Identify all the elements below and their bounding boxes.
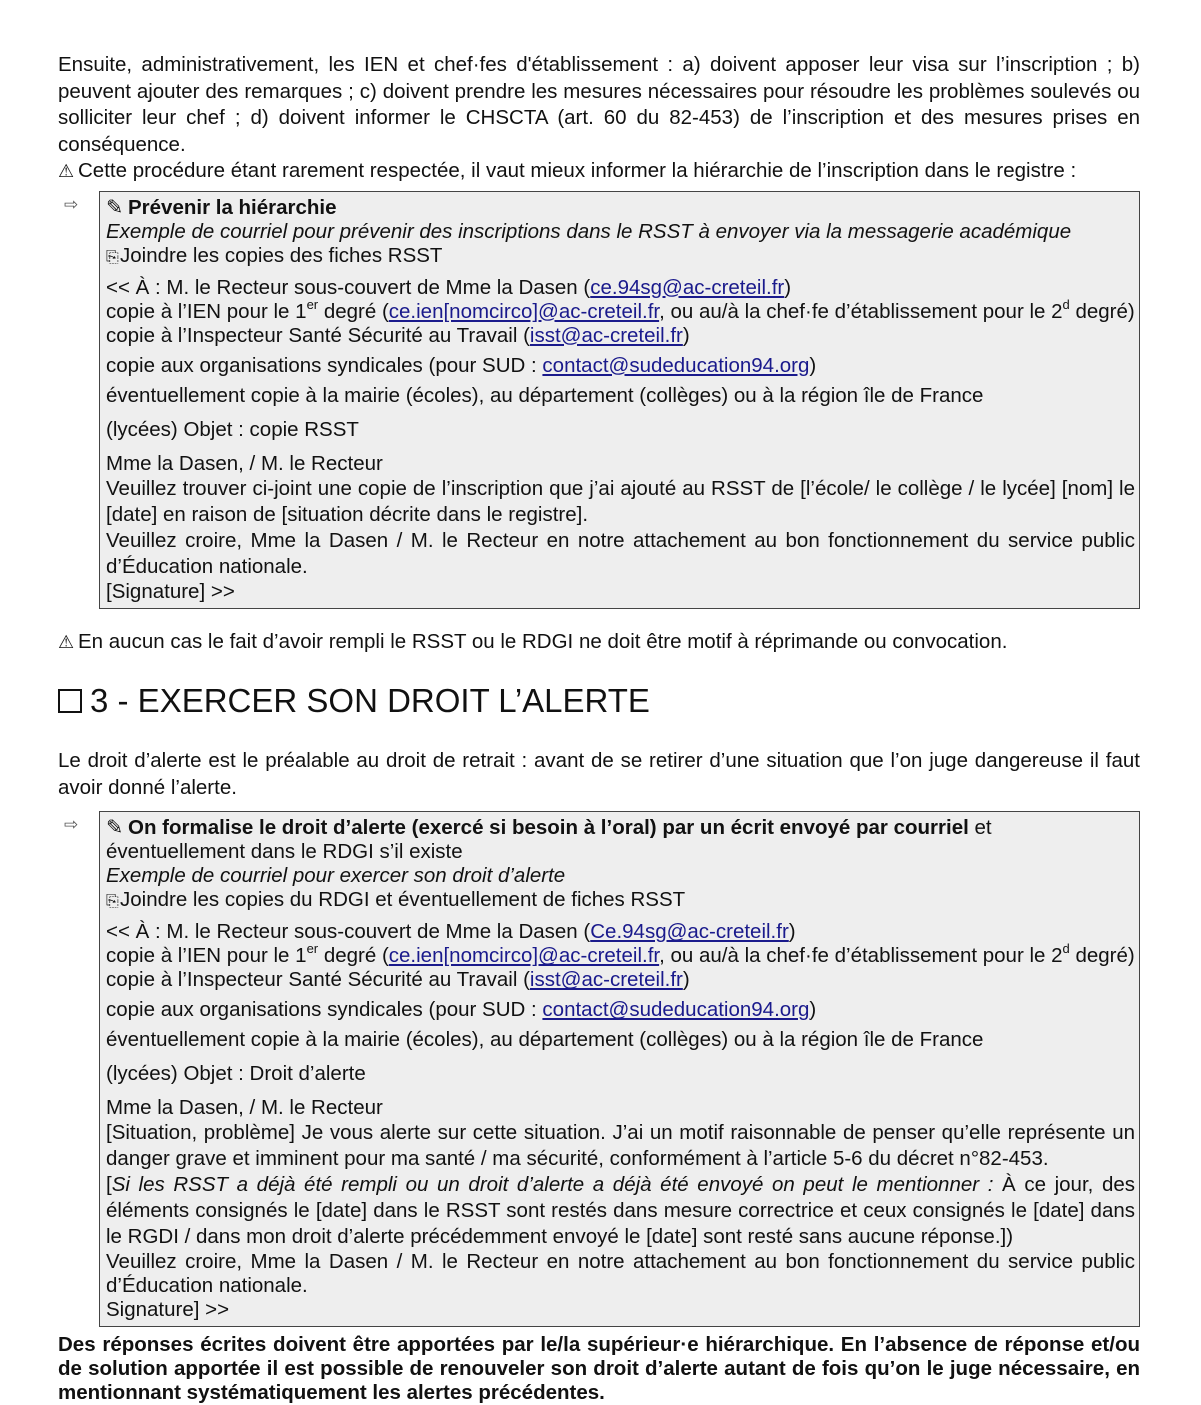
box1-signature: [Signature] >> — [106, 579, 235, 603]
pencil-icon: ✎ — [106, 816, 124, 840]
final-paragraph: Des réponses écrites doivent être apportées par le/la supérieur·e hiérarchique. En l’absence de réponse et/ou de solution apportée il est possible de renouveler son droit d’alerte autant de fois qu’on le juge nécessaire, en mentionnant systématiquement les alertes précédentes. — [58, 1333, 1140, 1405]
warning-icon: ⚠ — [58, 161, 75, 181]
box2-signature: Signature] >> — [106, 1298, 230, 1322]
box1-cc-sud-line: copie aux organisations syndicales (pour SUD : contact@sudeducation94.org) — [106, 353, 817, 377]
section-3-heading: 3 - EXERCER SON DROIT L’ALERTE — [58, 681, 1140, 721]
box1-attach: ⎘Joindre les copies des fiches RSST — [106, 244, 1135, 270]
recteur-email-link[interactable]: ce.94sg@ac-creteil.fr — [590, 275, 785, 299]
warning-icon: ⚠ — [58, 631, 75, 652]
email-template-box-2 — [99, 811, 1140, 1327]
warning-2 — [58, 629, 1140, 656]
box1-body1: Veuillez trouver ci-joint une copie de l’inscription que j’ai ajouté au RSST de [l’école/ le collège / le lycée] [nom] le [date] en raison de [situation décrite dans le registre]. — [106, 476, 1135, 526]
checkbox-icon — [58, 689, 82, 713]
pencil-icon: ✎ — [106, 195, 124, 219]
box1-to-line: << À : M. le Recteur sous-couvert de Mme la Dasen (ce.94sg@ac-creteil.fr) — [106, 275, 792, 299]
ien-email-link-2[interactable]: ce.ien[nomcirco]@ac-creteil.fr — [388, 944, 660, 968]
box-droit-alerte — [58, 811, 1140, 1327]
paperclip-icon: ⎘ — [106, 893, 119, 911]
box2-objet: (lycées) Objet : Droit d’alerte — [106, 1062, 366, 1086]
recteur-email-link-2[interactable]: Ce.94sg@ac-creteil.fr — [590, 920, 789, 944]
ien-email-link[interactable]: ce.ien[nomcirco]@ac-creteil.fr — [388, 299, 660, 323]
box2-body1: [Situation, problème] Je vous alerte sur cette situation. J’ai un motif raisonnable de penser qu’elle représente un danger grave et imminent pour ma santé / ma sécurité, conformément à l’article 5-6 du décret n°82-453. — [106, 1121, 1135, 1171]
box1-objet: (lycées) Objet : copie RSST — [106, 417, 359, 441]
box1-cc-isst-line: copie à l’Inspecteur Santé Sécurité au Travail (isst@ac-creteil.fr) — [106, 323, 690, 347]
box1-subtitle: Exemple de courriel pour prévenir des inscriptions dans le RSST à envoyer via la messagerie académique — [106, 219, 1072, 243]
box-prevenir-hierarchie — [58, 191, 1140, 609]
intro-warning — [58, 158, 1140, 185]
box2-attach: ⎘Joindre les copies du RDGI et éventuellement de fiches RSST — [106, 888, 1135, 914]
box2-salutation: Mme la Dasen, / M. le Recteur — [106, 1096, 383, 1120]
arrow-right-icon: ⇨ — [64, 815, 79, 835]
box1-cc-ien-line: copie à l’IEN pour le 1er degré (ce.ien[nomcirco]@ac-creteil.fr, ou au/à la chef·fe d’établissement pour le 2$^d$ degré) — [106, 296, 1135, 323]
email-template-box-1 — [99, 191, 1140, 609]
box2-cc-ien-line: copie à l’IEN pour le 1er degré (ce.ien[nomcirco]@ac-creteil.fr, ou au/à la chef·fe d’établissement pour le 2$^d$ degré) — [106, 941, 1135, 968]
box2-title-line2: éventuellement dans le RDGI s’il existe — [106, 840, 463, 864]
box1-salutation: Mme la Dasen, / M. le Recteur — [106, 451, 383, 475]
box2-body3: Veuillez croire, Mme la Dasen / M. le Recteur en notre attachement au bon fonctionnement du service public d’Éducation nationale. — [106, 1250, 1135, 1298]
isst-email-link-2[interactable]: isst@ac-creteil.fr — [529, 968, 683, 992]
sud-email-link[interactable]: contact@sudeducation94.org — [542, 353, 810, 377]
box2-cc-isst-line: copie à l’Inspecteur Santé Sécurité au Travail (isst@ac-creteil.fr) — [106, 968, 690, 992]
intro-paragraph: Ensuite, administrativement, les IEN et chef·fes d'établissement : a) doivent apposer leur visa sur l’inscription ; b) peuvent ajouter des remarques ; c) doivent prendre les mesures nécessaires pour résoudre les problèmes soulevés ou solliciter leur chef ; d) doivent informer le CHSCTA (art. 60 du 82-453) de l’inscription et des mesures prises en conséquence. — [58, 53, 1140, 156]
arrow-right-icon: ⇨ — [64, 194, 79, 214]
intro-warning-text: Cette procédure étant rarement respectée, il vaut mieux informer la hiérarchie de l’inscription dans le registre : — [78, 159, 1077, 182]
warning-2-text: En aucun cas le fait d’avoir rempli le RSST ou le RDGI ne doit être motif à réprimande ou convocation. — [78, 629, 1008, 653]
document-page — [58, 52, 1140, 1405]
isst-email-link[interactable]: isst@ac-creteil.fr — [529, 323, 683, 347]
box2-subtitle: Exemple de courriel pour exercer son droit d’alerte — [106, 864, 566, 888]
box2-to-line: << À : M. le Recteur sous-couvert de Mme la Dasen (Ce.94sg@ac-creteil.fr) — [106, 920, 796, 944]
box2-cc-sud-line: copie aux organisations syndicales (pour SUD : contact@sudeducation94.org) — [106, 998, 817, 1022]
box2-title: ✎ On formalise le droit d’alerte (exercé si besoin à l’oral) par un écrit envoyé par courriel et — [106, 816, 992, 840]
box1-body2: Veuillez croire, Mme la Dasen / M. le Recteur en notre attachement au bon fonctionnement du service public d’Éducation nationale. — [106, 528, 1135, 578]
section-3-intro: Le droit d’alerte est le préalable au droit de retrait : avant de se retirer d’une situation que l’on juge dangereuse il faut avoir donné l’alerte. — [58, 749, 1140, 799]
sud-email-link-2[interactable]: contact@sudeducation94.org — [542, 998, 810, 1022]
box2-body2: [Si les RSST a déjà été rempli ou un droit d’alerte a déjà été envoyé on peut le mentionner : À ce jour, des éléments consignés le [date] dans le RSST sont restés dans mesure correctrice et ceux consignés le [date] dans le RGDI / dans mon droit d’alerte précédemment envoyé le [date] sont resté sans aucune réponse.]) — [106, 1173, 1135, 1249]
box1-cc-mairie-line: éventuellement copie à la mairie (écoles), au département (collèges) ou à la région île de France — [106, 383, 984, 407]
box1-title: ✎ Prévenir la hiérarchie — [106, 195, 337, 219]
box2-cc-mairie-line: éventuellement copie à la mairie (écoles), au département (collèges) ou à la région île de France — [106, 1028, 984, 1052]
paperclip-icon: ⎘ — [106, 248, 119, 266]
